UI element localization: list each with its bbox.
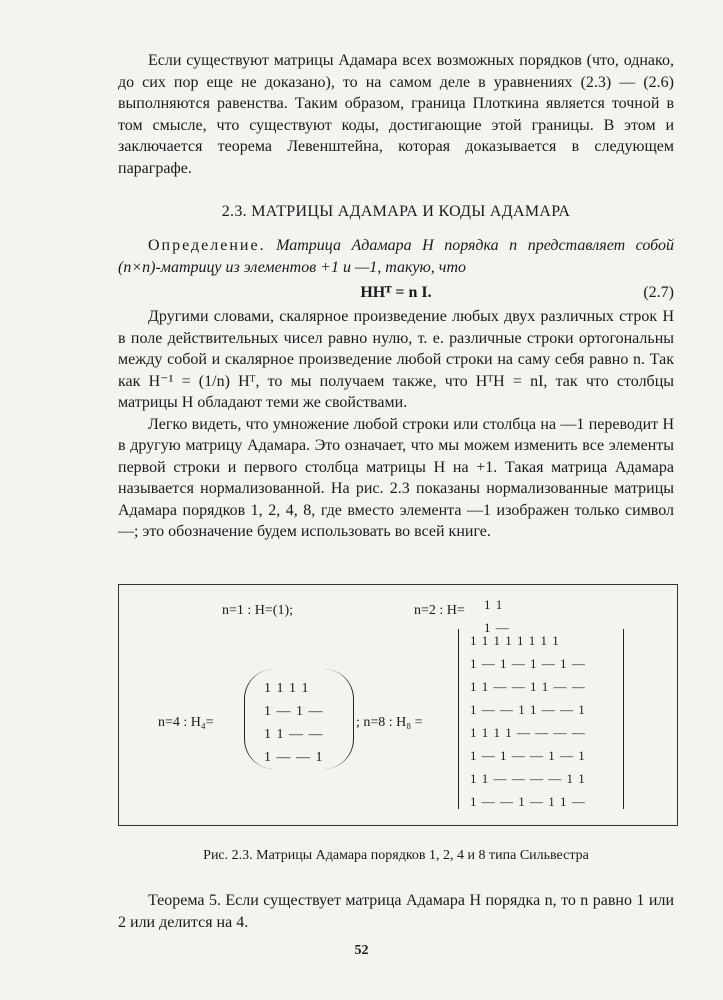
matrix-row: 1 1 — —	[264, 727, 324, 742]
matrix-row: 1 — 1 — 1 — 1 —	[470, 656, 586, 671]
matrix-n1: n=1 : H=(1);	[222, 603, 294, 618]
equation-expr: HHᵀ = n I.	[360, 284, 432, 301]
matrix-n2-label: n=2 : H=	[414, 603, 465, 618]
matrix-row: 1 1 — — 1 1 — —	[470, 679, 586, 694]
matrix-row: 1 — — 1	[264, 750, 324, 765]
figure-caption: Рис. 2.3. Матрицы Адамара порядков 1, 2, 4 и 8 типа Сильвестра	[203, 848, 589, 863]
definition-text: Матрица Адамара H порядка n представляет собой (n×n)-матрицу из элементов +1 и —1, такую, что	[118, 237, 675, 276]
equation-number: (2.7)	[643, 284, 674, 301]
theorem-5: Теорема 5. Если существует матрица Адамара H порядка n, то n равно 1 или 2 или делится на 4.	[118, 892, 674, 931]
matrix-row: 1 — 1 —	[264, 704, 324, 719]
definition-lead: Определение.	[148, 237, 266, 254]
paragraph-orthogonal: Другими словами, скалярное произведение любых двух различных строк H в поле действительных чисел равно нулю, т. е. различные строки ортогональны между собой и скалярное произведение любой строки на саму себя равно n. Так как H⁻¹ = (1/n) Hᵀ, то мы получаем также, что HᵀH = nI, так что столбцы матрицы H обладают теми же свойствами.	[118, 308, 674, 411]
figure-hadamard-matrices	[118, 584, 678, 826]
matrix-row: 1 — — 1 1 — — 1	[470, 702, 586, 717]
paragraph-normalized: Легко видеть, что умножение любой строки или столбца на —1 переводит H в другую матрицу Адамара. Это означает, что мы можем изменить все элементы первой строки и первого столбца матрицы H на +1. Такая матрица Адамара называется нормализованной. На рис. 2.3 показаны нормализованные матрицы Адамара порядков 1, 2, 4, 8, где вместо элемента —1 изображен только символ —; это обозначение будем использовать во всей книге.	[118, 415, 674, 540]
matrix-row: 1 1 1 1 1 1 1 1	[470, 633, 560, 648]
page-number: 52	[354, 943, 369, 958]
matrix-row: 1 —	[484, 620, 510, 635]
definition-paragraph	[118, 235, 674, 278]
paragraph-intro: Если существуют матрицы Адамара всех возможных порядков (что, однако, до сих пор еще не доказано), то на самом деле в уравнениях (2.3) — (2.6) выполняются равенства. Таким образом, граница Плоткина является точной в том смысле, что существуют коды, достигающие этой границы. В этом и заключается теорема Левенштейна, которая доказывается в следующем параграфе.	[118, 52, 674, 177]
section-title: 2.3. МАТРИЦЫ АДАМАРА И КОДЫ АДАМАРА	[221, 203, 571, 220]
matrix-n4-label: n=4 : H₄=	[158, 715, 214, 730]
matrix-row: 1 1 — — — — 1 1	[470, 771, 586, 786]
matrix-row: 1 — — 1 — 1 1 —	[470, 794, 586, 809]
matrix-row: 1 1 1 1 — — — —	[470, 725, 586, 740]
matrix-row: 1 1 1 1	[264, 681, 310, 696]
equation-2-7	[118, 282, 674, 304]
matrix-row: 1 — 1 — — 1 — 1	[470, 748, 586, 763]
matrix-n8-label: ; n=8 : H₈ =	[356, 715, 423, 730]
matrix-row: 1 1	[484, 597, 504, 612]
matrix-n8	[470, 629, 586, 813]
page-body	[118, 50, 674, 543]
matrix-n4	[264, 677, 324, 769]
